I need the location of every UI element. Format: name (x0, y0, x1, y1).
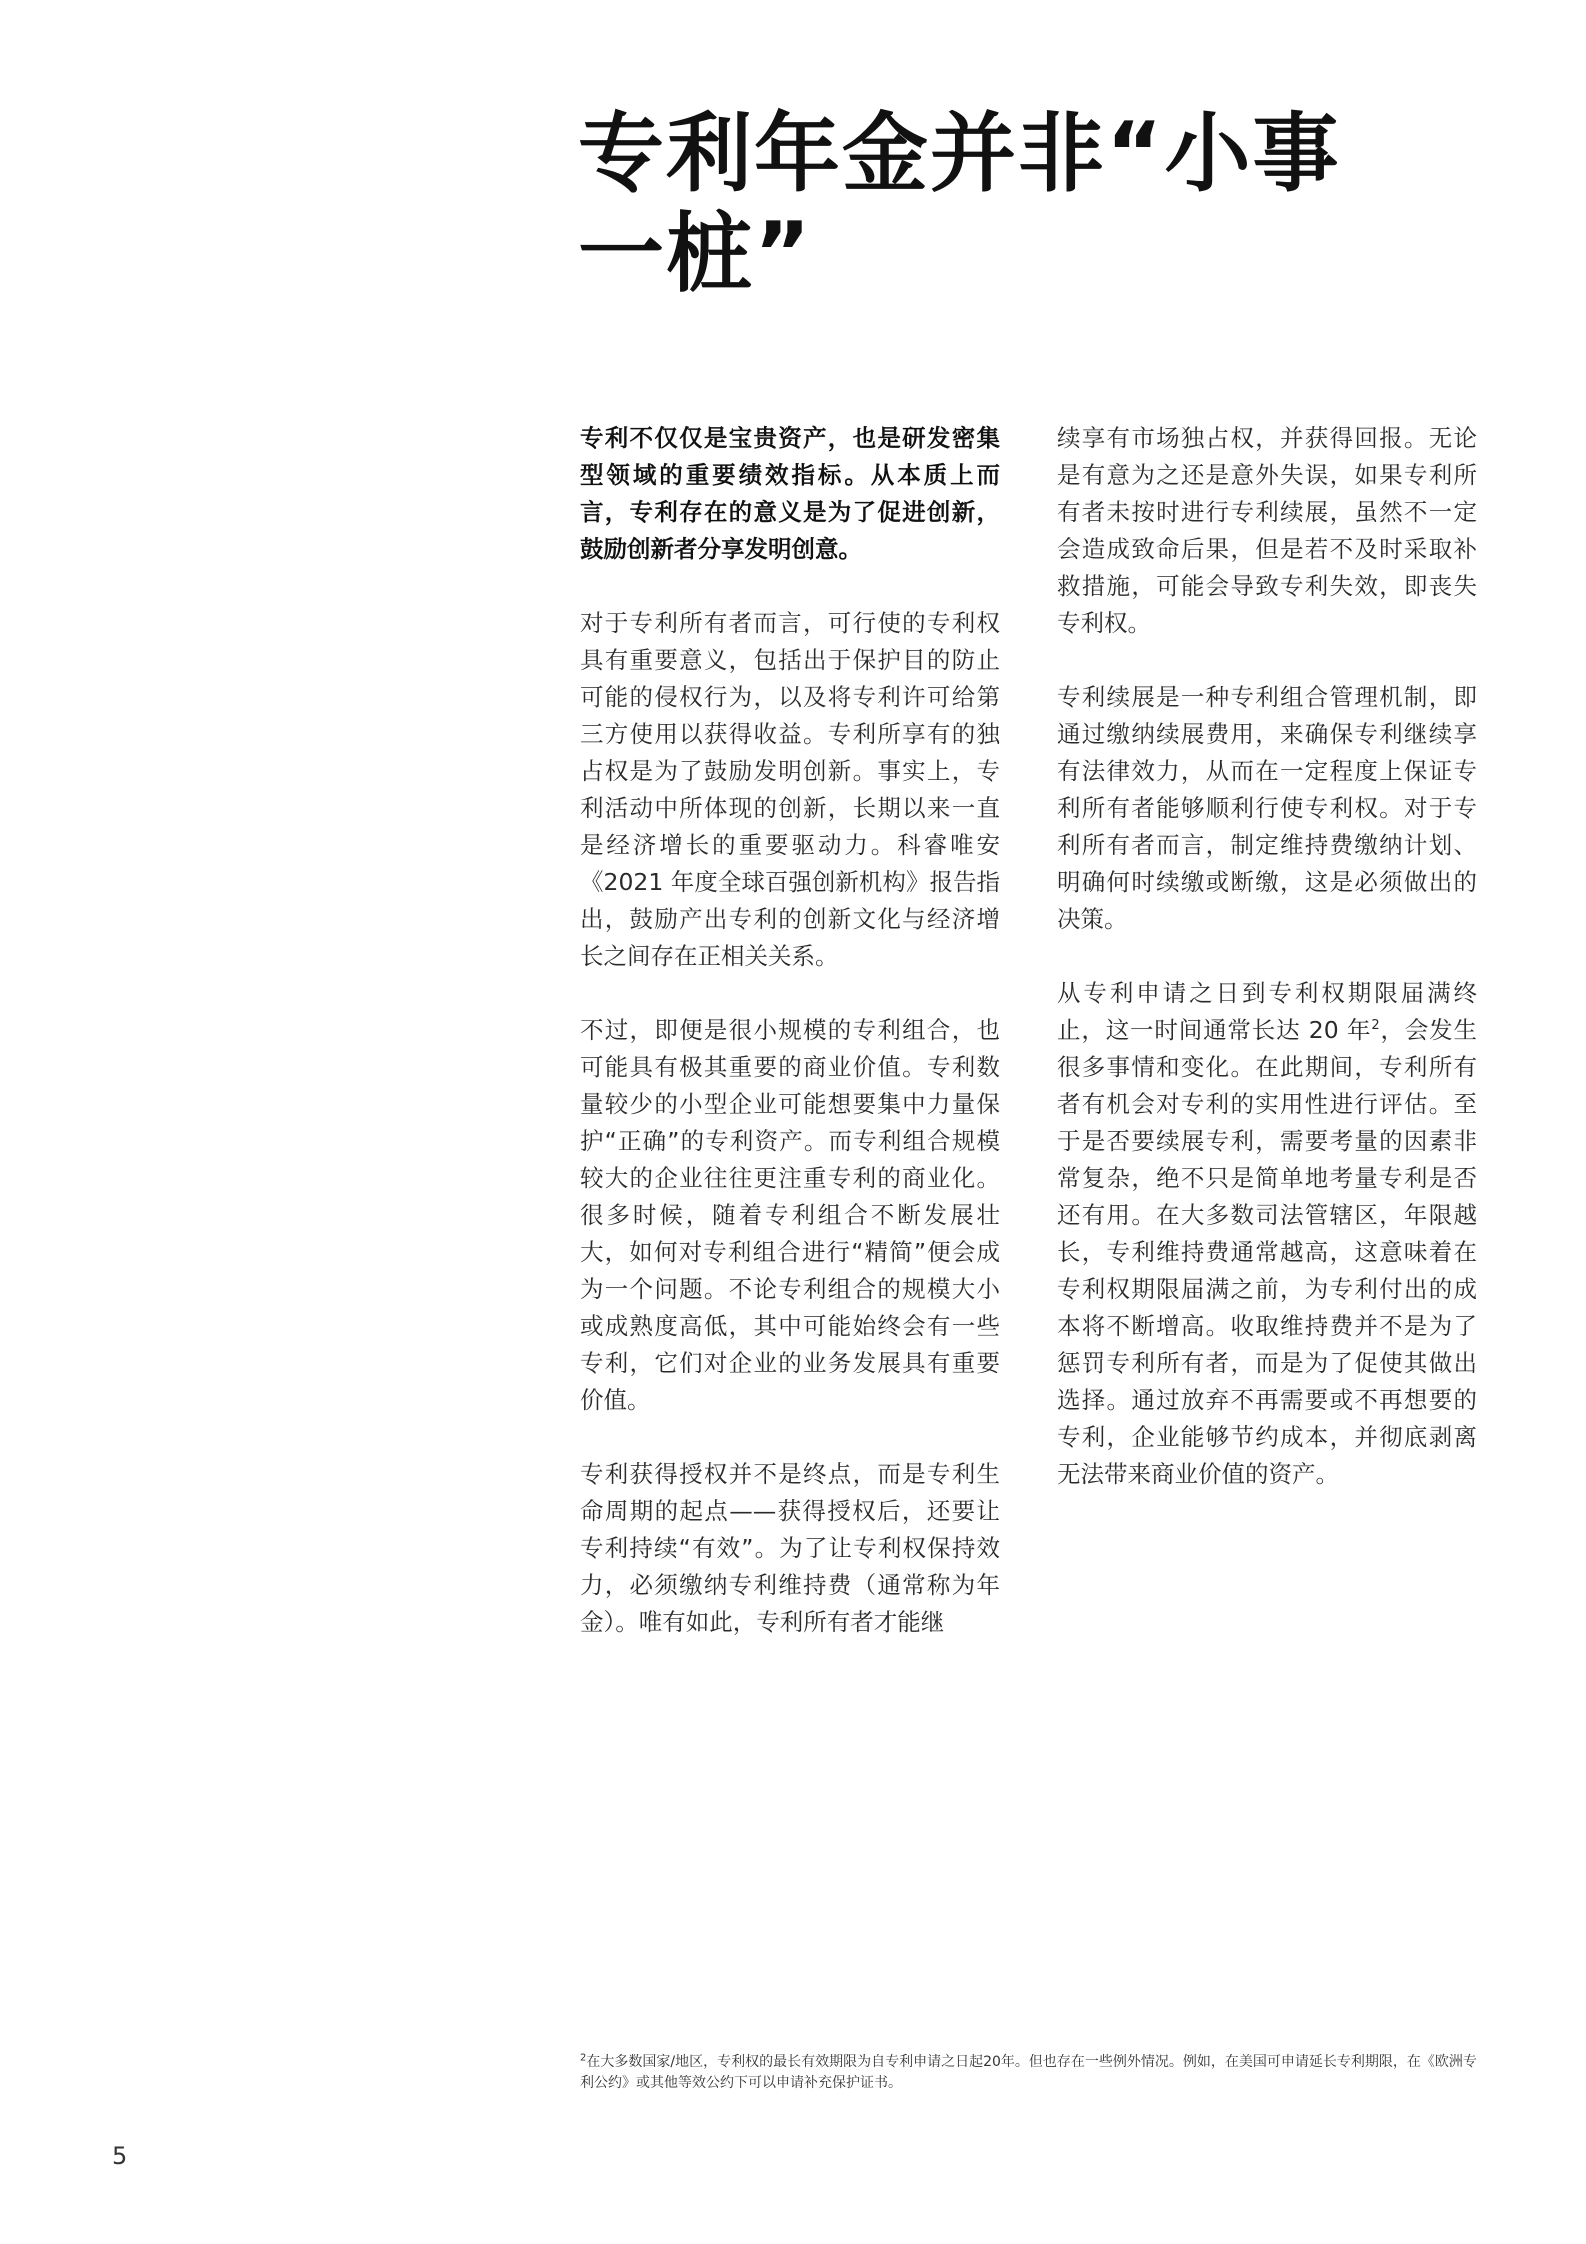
body-paragraph-5: 专利续展是一种专利组合管理机制，即通过缴纳续展费用，来确保专利继续享有法律效力，从而在一定程度上保证专利所有者能够顺利行使专利权。对于专利所有者而言，制定维持费缴纳计划、明确何时续缴或断缴，这是必须做出的决策。 (1057, 683, 1477, 933)
lead-paragraph: 专利不仅仅是宝贵资产，也是研发密集型领域的重要绩效指标。从本质上而言，专利存在的意义是为了促进创新，鼓励创新者分享发明创意。 (580, 424, 1000, 563)
body-paragraph-2: 不过，即便是很小规模的专利组合，也可能具有极其重要的商业价值。专利数量较少的小型企业可能想要集中力量保护“正确”的专利资产。而专利组合规模较大的企业往往更注重专利的商业化。很多时候，随着专利组合不断发展壮大，如何对专利组合进行“精简”便会成为一个问题。不论专利组合的规模大小或成熟度高低，其中可能始终会有一些专利，它们对企业的业务发展具有重要价值。 (580, 1016, 1000, 1414)
body-paragraph-6-end: ，会发生很多事情和变化。在此期间，专利所有者有机会对专利的实用性进行评估。至于是否要续展专利，需要考量的因素非常复杂，绝不只是简单地考量专利是否还有用。在大多数司法管辖区，年限越长，专利维持费通常越高，这意味着在专利权期限届满之前，为专利付出的成本将不断增高。收取维持费并不是为了惩罚专利所有者，而是为了促使其做出选择。通过放弃不再需要或不再想要的专利，企业能够节约成本，并彻底剥离无法带来商业价值的资产。 (1057, 1016, 1478, 1488)
footnote-reference: 2 (1371, 1018, 1380, 1034)
page-title-line-1: 专利年金并非“小事 (578, 104, 1341, 204)
page-number: 5 (112, 2142, 128, 2170)
footnote (580, 2052, 1480, 2094)
body-paragraph-3: 专利获得授权并不是终点，而是专利生命周期的起点——获得授权后，还要让专利持续“有效”。为了让专利权保持效力，必须缴纳专利维持费（通常称为年金）。唯有如此，专利所有者才能继 (580, 1460, 1000, 1636)
footnote-marker: 2 (580, 2052, 587, 2064)
page-title-line-2: 一桩” (578, 204, 813, 304)
left-text-column (580, 420, 1000, 1678)
body-paragraph-4: 续享有市场独占权，并获得回报。无论是有意为之还是意外失误，如果专利所有者未按时进行专利续展，虽然不一定会造成致命后果，但是若不及时采取补救措施，可能会导致专利失效，即丧失专利权。 (1057, 424, 1477, 637)
right-text-column (1057, 420, 1477, 1530)
footnote-text: 在大多数国家/地区，专利权的最长有效期限为自专利申请之日起20年。但也存在一些例外情况。例如，在美国可申请延长专利期限，在《欧洲专利公约》或其他等效公约下可以申请补充保护证书。 (580, 2054, 1477, 2091)
body-paragraph-6-start: 从专利申请之日到专利权期限届满终止，这一时间通常长达 20 年 (1057, 979, 1477, 1044)
body-paragraph-6 (1057, 975, 1477, 1493)
body-paragraph-1: 对于专利所有者而言，可行使的专利权具有重要意义，包括出于保护目的防止可能的侵权行为，以及将专利许可给第三方使用以获得收益。专利所享有的独占权是为了鼓励发明创新。事实上，专利活动中所体现的创新，长期以来一直是经济增长的重要驱动力。科睿唯安《2021 年度全球百强创新机构》报告指出，鼓励产出专利的创新文化与经济增长之间存在正相关关系。 (580, 609, 1000, 970)
page-title (578, 104, 1438, 304)
